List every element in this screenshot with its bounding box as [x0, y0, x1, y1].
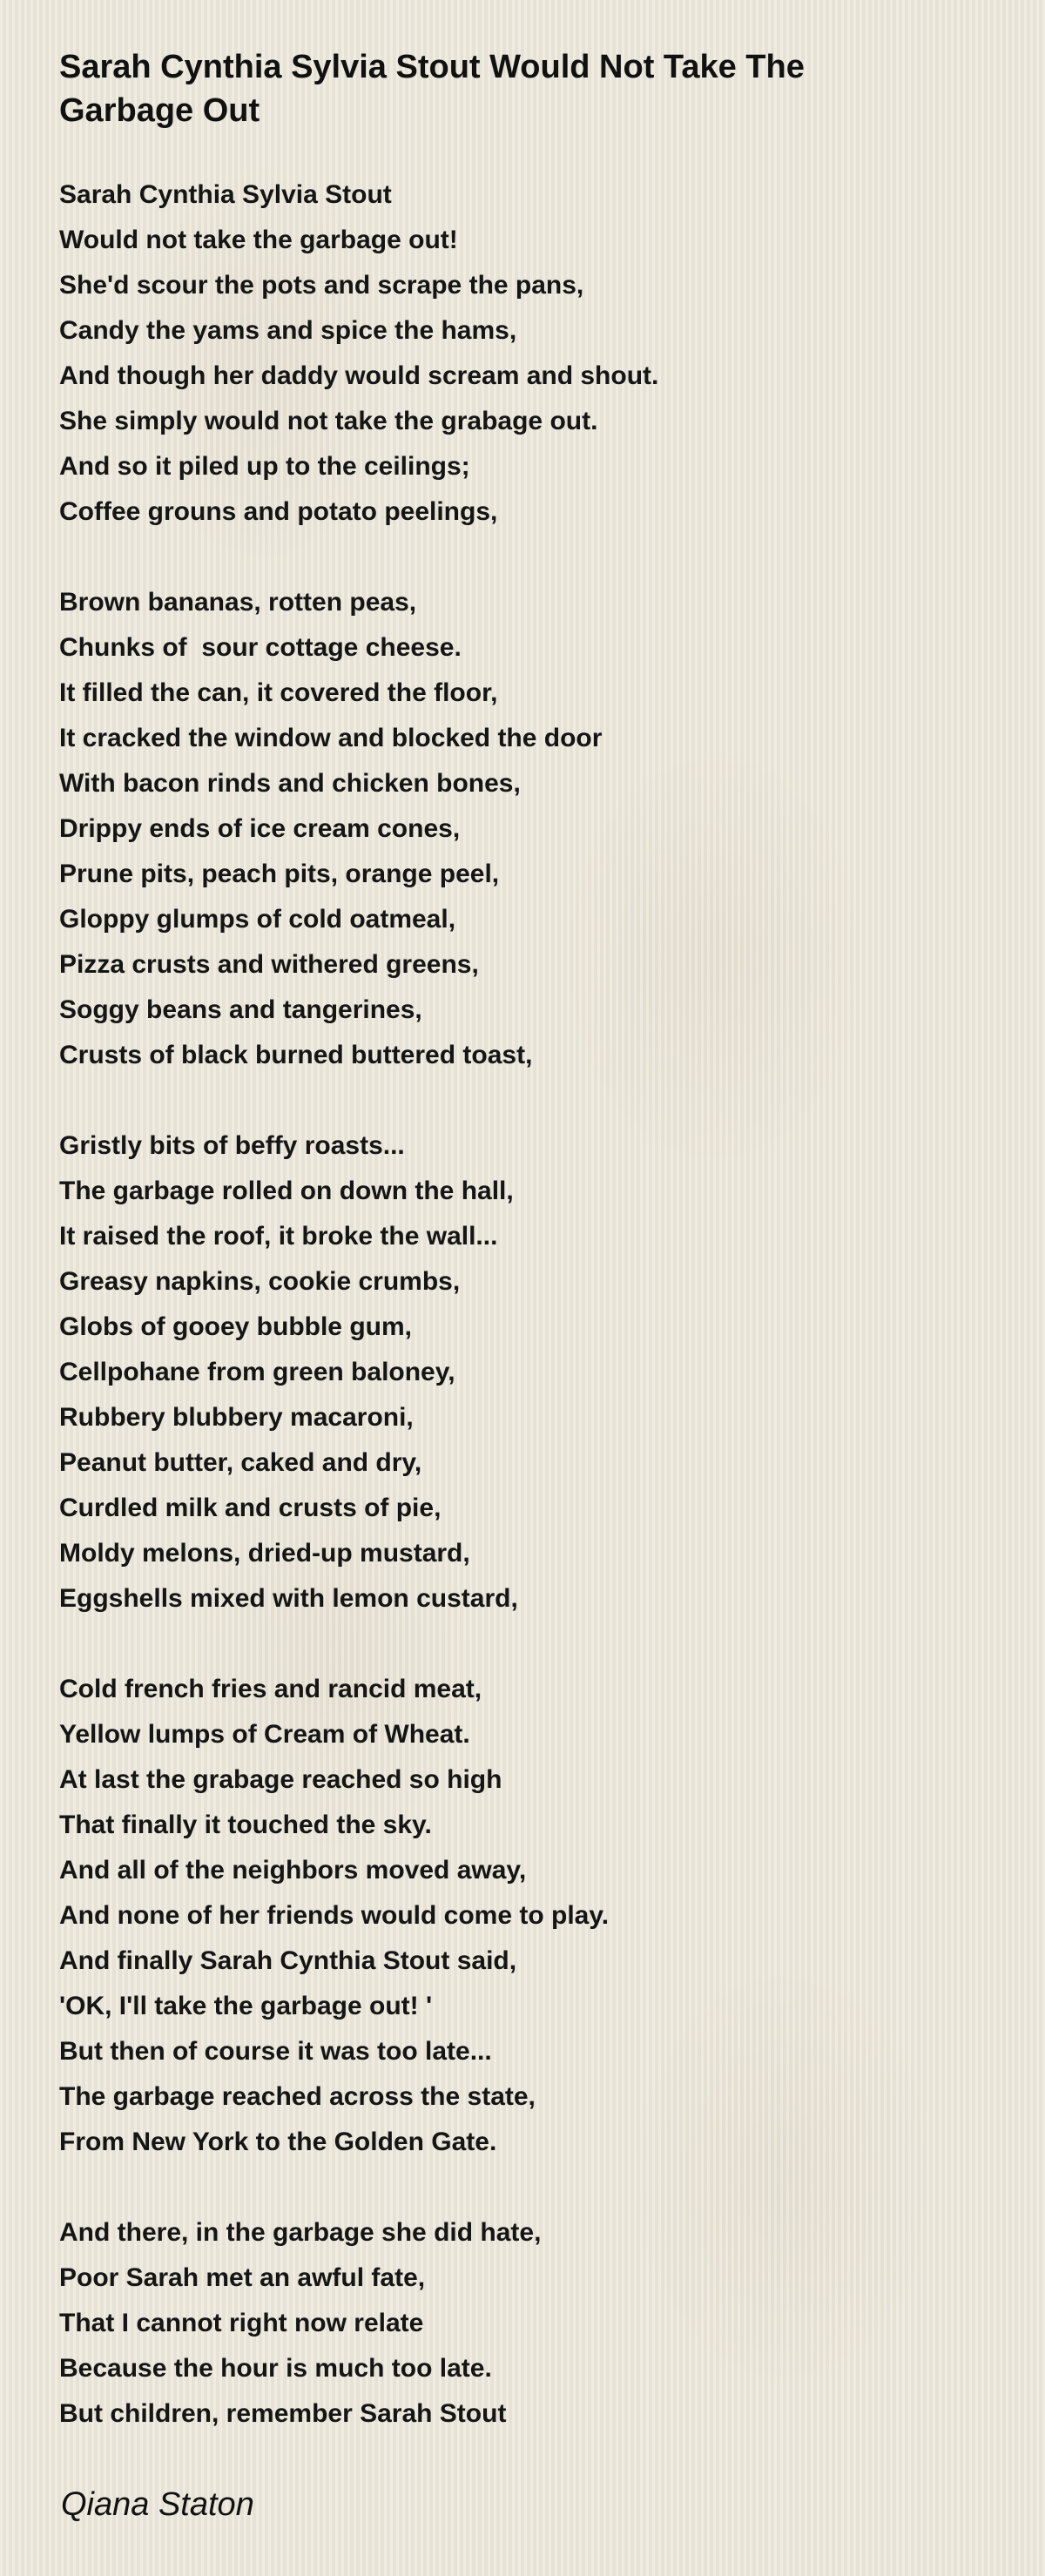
poem-line: And there, in the garbage she did hate, — [59, 2218, 542, 2247]
poem-line: And though her daddy would scream and shout. — [59, 361, 659, 390]
poem-line: Yellow lumps of Cream of Wheat. — [59, 1720, 470, 1749]
stanza-1 — [59, 172, 1000, 535]
poem-line: 'OK, I'll take the garbage out! ' — [59, 1992, 433, 2020]
poem-line: From New York to the Golden Gate. — [59, 2128, 497, 2156]
poem-line: Would not take the garbage out! — [59, 226, 458, 254]
poem-line: Brown bananas, rotten peas, — [59, 588, 417, 617]
stanza-4 — [59, 1667, 1000, 2165]
poem-line: Peanut butter, caked and dry, — [59, 1448, 422, 1477]
poem-line: Cellpohane from green baloney, — [59, 1358, 455, 1386]
poem-line: The garbage rolled on down the hall, — [59, 1177, 514, 1205]
poem-line: It raised the roof, it broke the wall... — [59, 1222, 498, 1251]
poem-line: Poor Sarah met an awful fate, — [59, 2263, 426, 2292]
poem-line: Soggy beans and tangerines, — [59, 995, 422, 1024]
poem-line: That finally it touched the sky. — [59, 1811, 432, 1839]
stanza-3 — [59, 1123, 1000, 1622]
poem-line: Chunks of sour cottage cheese. — [59, 633, 462, 662]
poem-line: And all of the neighbors moved away, — [59, 1856, 527, 1885]
poem-page — [59, 45, 1000, 2437]
poem-line: Pizza crusts and withered greens, — [59, 950, 479, 979]
poem-line: That I cannot right now relate — [59, 2309, 424, 2337]
poem-line: Crusts of black burned buttered toast, — [59, 1041, 533, 1069]
poem-line: And none of her friends would come to play. — [59, 1901, 610, 1930]
poem-body — [59, 172, 1000, 2437]
poem-line: Globs of gooey bubble gum, — [59, 1312, 412, 1341]
poem-line: Gristly bits of beffy roasts... — [59, 1131, 405, 1160]
poem-line: And finally Sarah Cynthia Stout said, — [59, 1946, 517, 1975]
poem-line: Curdled milk and crusts of pie, — [59, 1494, 442, 1522]
poem-line: Eggshells mixed with lemon custard, — [59, 1584, 518, 1613]
poem-line: And so it piled up to the ceilings; — [59, 452, 470, 481]
poem-line: The garbage reached across the state, — [59, 2082, 536, 2111]
poem-line: It cracked the window and blocked the door — [59, 724, 603, 752]
stanza-5 — [59, 2210, 1000, 2437]
poem-line: Because the hour is much too late. — [59, 2354, 492, 2383]
poem-line: But then of course it was too late... — [59, 2037, 492, 2066]
poem-line: Moldy melons, dried-up mustard, — [59, 1539, 470, 1568]
poem-line: Candy the yams and spice the hams, — [59, 316, 517, 345]
poem-line: But children, remember Sarah Stout — [59, 2399, 507, 2428]
poem-line: At last the grabage reached so high — [59, 1765, 502, 1794]
poem-line: She simply would not take the grabage out. — [59, 407, 598, 435]
poem-line: With bacon rinds and chicken bones, — [59, 769, 521, 798]
poem-line: Greasy napkins, cookie crumbs, — [59, 1267, 461, 1296]
poem-line: It filled the can, it covered the floor, — [59, 678, 498, 707]
stanza-2 — [59, 580, 1000, 1078]
poem-line: Prune pits, peach pits, orange peel, — [59, 860, 500, 888]
poem-author: Qiana Staton — [61, 2486, 254, 2523]
poem-line: Rubbery blubbery macaroni, — [59, 1403, 414, 1432]
poem-line: Cold french fries and rancid meat, — [59, 1675, 482, 1703]
poem-line: Drippy ends of ice cream cones, — [59, 814, 461, 843]
poem-line: Coffee grouns and potato peelings, — [59, 497, 498, 526]
poem-line: Gloppy glumps of cold oatmeal, — [59, 905, 456, 934]
poem-title: Sarah Cynthia Sylvia Stout Would Not Take The Garbage Out — [59, 49, 805, 129]
poem-line: She'd scour the pots and scrape the pans, — [59, 271, 584, 300]
poem-line: Sarah Cynthia Sylvia Stout — [59, 180, 392, 209]
